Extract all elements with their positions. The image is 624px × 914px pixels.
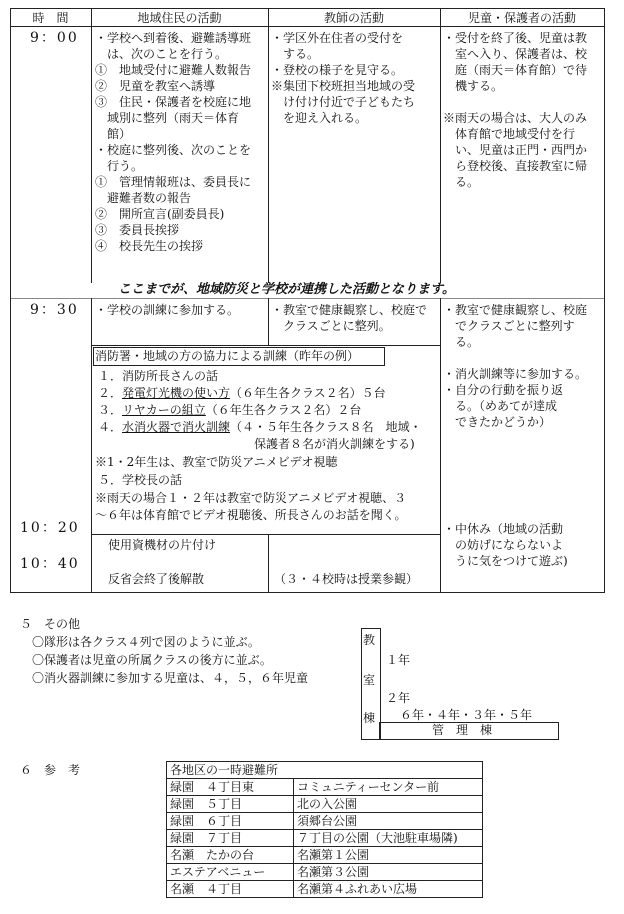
site-cell: 北の入公園 (294, 796, 483, 813)
text-line: 館） (95, 127, 132, 141)
evacuation-site-table (166, 761, 483, 898)
site-cell: コミュニティーセンター前 (294, 779, 483, 796)
dismiss-text: 反省会終了後解散 (108, 572, 205, 586)
district-cell: 名瀬 ４丁目 (167, 881, 294, 898)
header-teacher: 教師の活動 (323, 11, 384, 25)
drill-item-1: １．消防所長さんの話 (98, 369, 219, 383)
drill-note-2b: ～６年は体育館でビデオ視聴後、所長さんのお話を聞く。 (95, 508, 407, 522)
drill-item-4-number: ４． (98, 420, 123, 434)
emphasis-note: ここまでが、地域防災と学校が連携した活動となります。 (118, 282, 455, 297)
cleanup-text: 使用資機材の片付け (108, 538, 217, 552)
time-0900: 9：00 (30, 30, 79, 46)
text-line: を迎え入れる。 (271, 111, 368, 125)
teacher-activities-0930 (271, 302, 439, 334)
grade-2-label: ２年 (386, 691, 411, 705)
text-line: る。 (443, 335, 480, 349)
text-line: ① 管理情報班は、委員長に (95, 175, 252, 189)
observe-text: （３・４校時は授業参観） (274, 572, 419, 586)
other-item-3: 〇消火器訓練に参加する児童は、４，５，６年児童 (32, 671, 309, 685)
text-line: ・消火訓練等に参加する。 (443, 367, 588, 381)
table-row (167, 881, 483, 898)
time-1040: 10：40 (20, 556, 80, 572)
child-activities-0900 (443, 30, 603, 190)
table-row (167, 830, 483, 847)
text-line: 域別に整列（雨天＝体育 (95, 111, 240, 125)
text-line: い、児童は正門・西門か (443, 143, 588, 157)
text-line: 避難者数の報告 (95, 191, 192, 205)
child-activities-1020 (443, 521, 603, 569)
classroom-building-char-3: 棟 (363, 711, 376, 725)
drill-item-5: ５．学校長の話 (98, 473, 183, 487)
drill-item-2-title: 発電灯光機の使い方 (122, 386, 231, 400)
text-line: ① 地域受付に避難人数報告 (95, 63, 252, 77)
text-line: ※集団下校班担当地域の受 (271, 79, 416, 93)
drill-title: 消防署・地域の方の協力による訓練（昨年の例） (95, 349, 360, 363)
district-cell: 緑園 ５丁目 (167, 796, 294, 813)
district-cell: 緑園 ４丁目東 (167, 779, 294, 796)
district-cell: 緑園 ６丁目 (167, 813, 294, 830)
text-line: ・受付を終了後、児童は教 (443, 31, 588, 45)
table-row (167, 796, 483, 813)
table-row (167, 864, 483, 881)
drill-item-3-detail: （６年生各クラス２名）２台 (205, 403, 362, 417)
grades-row-label: ６年・４年・３年・５年 (400, 708, 533, 722)
text-line: 庭（雨天＝体育館）で待 (443, 63, 588, 77)
table-title-row (167, 762, 483, 779)
other-item-1: 〇隊形は各クラス４列で図のように並ぶ。 (32, 635, 260, 649)
drill-item-3-number: ３． (98, 403, 123, 417)
text-line: ら登校後、直接教室に帰 (443, 159, 588, 173)
text-line: できたかどうか） (443, 415, 552, 429)
text-line: 機する。 (443, 79, 504, 93)
drill-item-2-number: ２． (98, 386, 123, 400)
header-time: 時 間 (32, 11, 69, 25)
site-cell: 名瀬第４ふれあい広場 (294, 881, 483, 898)
text-line: ・中休み（地域の活動 (443, 522, 564, 536)
other-item-2: 〇保護者は児童の所属クラスの後方に並ぶ。 (32, 653, 272, 667)
section-reference-heading: ６ 参 考 (20, 763, 81, 777)
drill-note-2a: ※雨天の場合１・２年は教室で防災アニメビデオ視聴、３ (95, 491, 407, 505)
drill-note-1: ※1・2年生は、教室で防災アニメビデオ視聴 (95, 455, 338, 469)
district-cell: エステアベニュー (167, 864, 294, 881)
text-line: る。 (443, 175, 480, 189)
classroom-building-char-2: 室 (363, 673, 376, 687)
drill-item-2-detail: （６年生各クラス２名）５台 (230, 386, 386, 400)
drill-item-4-detail: （４・５年生各クラス８名 地域・ (230, 420, 422, 434)
drill-item-3 (98, 402, 361, 418)
time-0930: 9：30 (30, 302, 79, 318)
district-cell: 名瀬 たかの台 (167, 847, 294, 864)
text-line: け付け付近で子どもたち (271, 95, 416, 109)
text-line: ・校庭に整列後、次のことを (95, 143, 252, 157)
teacher-activities-0900 (271, 30, 439, 126)
text-line (443, 350, 603, 366)
header-resident: 地域住民の活動 (137, 11, 222, 25)
text-line: ・教室で健康観察し、校庭 (443, 303, 588, 317)
text-line: る。（めあてが達成 (443, 399, 558, 413)
text-line: 室へ入り、保護者は、校 (443, 47, 588, 61)
table-title: 各地区の一時避難所 (167, 762, 483, 779)
text-line: ④ 校長先生の挨拶 (95, 239, 204, 253)
text-line: うに気をつけて遊ぶ) (443, 554, 568, 568)
site-cell: 須郷台公園 (294, 813, 483, 830)
drill-item-3-title: リヤカーの組立 (122, 403, 206, 417)
text-line: でクラスごとに整列す (443, 319, 575, 333)
text-line: ・学校へ到着後、避難誘導班 (95, 31, 252, 45)
text-line: ・学区外在住者の受付を (271, 31, 404, 45)
text-line: 行う。 (95, 159, 144, 173)
table-row (167, 813, 483, 830)
table-row (167, 779, 483, 796)
site-cell: 名瀬第３公園 (294, 864, 483, 881)
drill-item-4 (98, 419, 422, 435)
classroom-building-char-1: 教 (363, 633, 376, 647)
text-line: ・教室で健康観察し、校庭で (271, 303, 428, 317)
section-other-heading: ５ その他 (20, 617, 81, 631)
child-activities-0930 (443, 302, 603, 430)
drill-item-2 (98, 385, 386, 401)
drill-item-4-title: 水消火器で消火訓練 (122, 420, 231, 434)
text-line: クラスごとに整列。 (271, 319, 391, 333)
time-1020: 10：20 (20, 520, 80, 536)
text-line: ・登校の様子を見守る。 (271, 63, 404, 77)
district-cell: 緑園 ７丁目 (167, 830, 294, 847)
text-line: の妨げにならないよ (443, 538, 564, 552)
table-row (167, 847, 483, 864)
text-line: ③ 委員長挨拶 (95, 223, 180, 237)
text-line: ③ 住民・保護者を校庭に地 (95, 95, 252, 109)
text-line: 体育館で地域受付を行 (443, 127, 576, 141)
text-line: する。 (271, 47, 320, 61)
admin-building-label: 管 理 棟 (432, 723, 493, 737)
text-line: は、次のことを行う。 (95, 47, 228, 61)
drill-item-4-cont: 保護者８名が消火訓練をする) (254, 437, 415, 451)
grade-1-label: １年 (386, 653, 411, 667)
text-line: ② 開所宣言(副委員長) (95, 207, 225, 221)
site-cell: ７丁目の公園（大池駐車場隣) (294, 830, 483, 847)
site-cell: 名瀬第１公園 (294, 847, 483, 864)
text-line (443, 94, 603, 110)
resident-activities-0900 (95, 30, 267, 254)
text-line: ・自分の行動を振り返 (443, 383, 564, 397)
header-child: 児童・保護者の活動 (467, 11, 576, 25)
resident-activities-0930: ・学校の訓練に参加する。 (95, 303, 240, 317)
text-line: ② 児童を教室へ誘導 (95, 79, 216, 93)
text-line: ※雨天の場合は、大人のみ (443, 111, 588, 125)
